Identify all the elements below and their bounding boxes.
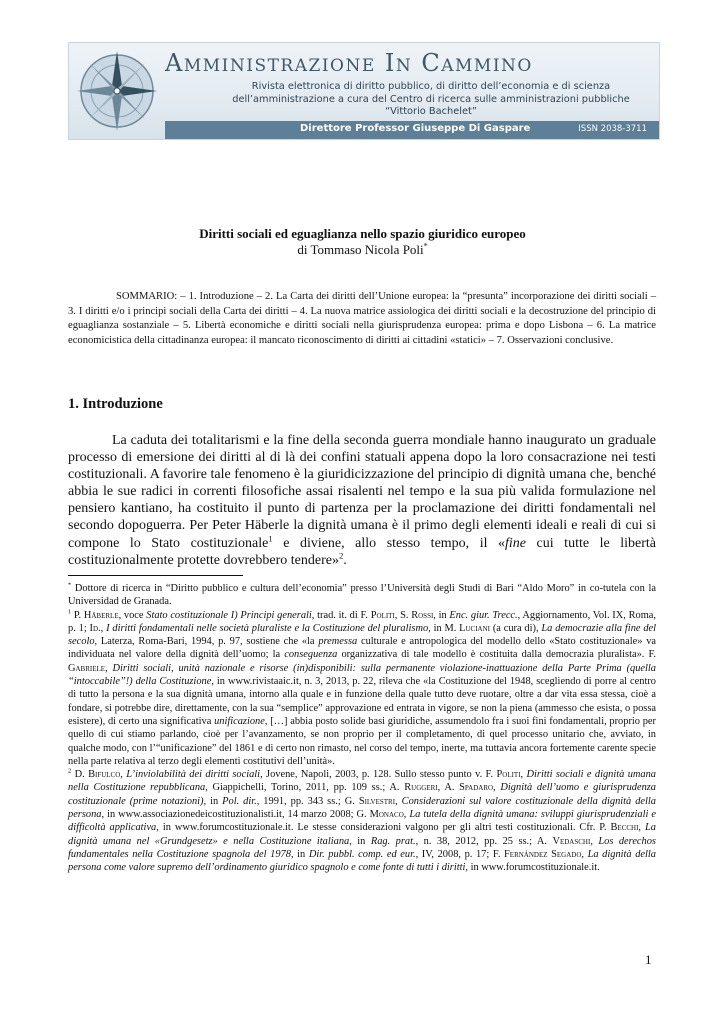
journal-banner	[68, 42, 660, 140]
footnote-ref-2: 2	[338, 550, 344, 560]
page-number: 1	[645, 952, 652, 967]
journal-title: Amministrazione In Cammino	[165, 49, 533, 77]
journal-director: Direttore Professor Giuseppe Di Gaspare	[300, 123, 531, 134]
body-paragraph: La caduta dei totalitarismi e la fine della seconda guerra mondiale hanno inaugurato un graduale processo di emersione dei diritti al di là dei confini statuali appena dopo la loro consacrazione nei testi costituzionali. A favorire tale fenomeno è la giuridicizzazione del principio di dignità umana che, benché abbia le sue radici in correnti filosofiche assai risalenti nel tempo e la sua più valida formulazione nel pensiero kantiano, ha costituito il punto di partenza per la proclamazione dei diritti fondamentali nel secondo dopoguerra. Per Peter Häberle la dignità umana è il primo degli elementi ideali e reali di cui si compone lo Stato costituzionale$^1$ e diviene, allo stesso tempo, il «fine cui tutte le libertà costituzionalmente protette dovrebbero tendere»$^2$.	[68, 433, 656, 568]
author-prefix: di	[297, 242, 308, 257]
section-heading: 1. Introduzione	[68, 396, 163, 412]
footnote-author: * Dottore di ricerca in “Diritto pubblico e cultura dell’economia” presso l’Università degli Studi di Bari “Aldo Moro” in co-tutela con la Universidad de Granada.	[68, 581, 656, 608]
banner-bar	[165, 121, 659, 139]
article-title: Diritti sociali ed eguaglianza nello spazio giuridico europeo	[199, 226, 526, 241]
article-author-line	[0, 242, 725, 258]
author-name: Tommaso Nicola Poli	[310, 242, 424, 257]
footnote-1: $^1$ P. Häberle, voce Stato costituzionale I) Principi generali, trad. it. di F. Politi, S. Rossi, in Enc. giur. Trecc., Aggiornamento, Vol. IX, Roma, p. 1; Id., I diritti fondamentali nelle società pluraliste e la Costituzione del pluralismo, in M. Luciani (a cura di), La democrazie alla fine del secolo, Laterza, Roma-Bari, 1994, p. 97, sostiene che «la premessa culturale e antropologica del modello dello «Stato costituzionale» va individuata nel valore della dignità dell’uomo; la conseguenza organizzativa di tale modello è costituita dalla democrazia pluralista». F. Gabriele, Diritti sociali, unità nazionale e risorse (in)disponibili: sulla permanente violazione-inattuazione della Parte Prima (quella “intoccabile”!) della Costituzione, in www.rivistaaic.it, n. 3, 2013, p. 22, rileva che «la Costituzione del 1948, scegliendo di porre al centro di tutto la persona e la sua dignità umana, intorno alla quale e in funzione della quale tutto deve ruotare, oltre a dar vita essa stessa, cioè a fondare, si potrebbe dire, direttamente, con la sua “semplice” approvazione ed entrata in vigore, se non la piena (ammesso che esista, o possa esistere), di certo una significativa unificazione, […] abbia posto solide basi giuridiche, assumendolo fra i suoi fini fondamentali, proprio per quello di cui stiamo parlando, cioè per l’avanzamento, se non proprio per il completamento, di quel processo unitario che, avviato, in qualche modo, con l’“unificazione” del 1861 e di certo non rimasto, nel corso del tempo, inerte, ma tuttavia ancora fortemente carente specie nella parte relativa al terzo degli elementi costitutivi dell’unità».	[68, 608, 657, 767]
footnote-ref-1: 1	[268, 532, 273, 543]
footnote-separator	[68, 575, 243, 576]
footnotes	[68, 582, 656, 875]
journal-subtitle-line-1: Rivista elettronica di diritto pubblico, di diritto dell’economia e di scienza	[251, 81, 611, 92]
author-footnote-mark: *	[423, 241, 428, 251]
journal-subtitle-line-3: “Vittorio Bachelet”	[385, 106, 477, 117]
footnote-2: $^2$ D. Bifulco, L’inviolabilità dei diritti sociali, Jovene, Napoli, 2003, p. 128. Sullo stesso punto v. F. Politi, Diritti sociali e dignità umana nella Costituzione repubblicana, Giappichelli, Torino, 2011, pp. 109 ss.; A. Ruggeri, A. Spadaro, Dignità dell’uomo e giurisprudenza costituzionale (prime notazioni), in Pol. dir., 1991, pp. 343 ss.; G. Silvestri, Considerazioni sul valore costituzionale della dignità della persona, in www.associazionedeicostituzionalisti.it, 14 marzo 2008; G. Monaco, La tutela della dignità umana: sviluppi giurisprudenziali e difficoltà applicativa, in www.forumcostituzionale.it. Le stesse considerazioni valgono per gli altri testi costituzionali. Cfr. P. Becchi, La dignità umana nel «Grundgesetz» e nella Costituzione italiana, in Rag. prat., n. 38, 2012, pp. 25 ss.; A. Vedaschi, Los derechos fundamentales nella Costituzione spagnola del 1978, in Dir. pubbl. comp. ed eur., IV, 2008, p. 17; F. Fernández Segado, La dignità della persona come valore supremo dell’ordinamento giuridico spagnolo e come fonte di tutti i diritti, in www.forumcostituzionale.it.	[68, 767, 657, 874]
compass-rose-logo	[75, 49, 159, 133]
journal-subtitle-line-2: dell’amministrazione a cura del Centro di ricerca sulle amministrazioni pubbliche	[232, 93, 630, 105]
summary-paragraph: SOMMARIO: – 1. Introduzione – 2. La Carta dei diritti dell’Unione europea: la “presunta” incorporazione dei diritti sociali – 3. I diritti e/o i principi sociali della Carta dei diritti – 4. La nuova matrice assiologica dei diritti sociali e la decostruzione del principio di eguaglianza sostanziale – 5. Libertà economiche e diritti sociali nella giurisprudenza europea: prima e dopo Lisbona – 6. La matrice economicistica della cittadinanza europea: il mancato riconoscimento di diritti ai cittadini «statici» – 7. Osservazioni conclusive.	[68, 291, 656, 346]
journal-issn: ISSN 2038-3711	[578, 124, 647, 134]
journal-subtitle	[211, 81, 651, 119]
